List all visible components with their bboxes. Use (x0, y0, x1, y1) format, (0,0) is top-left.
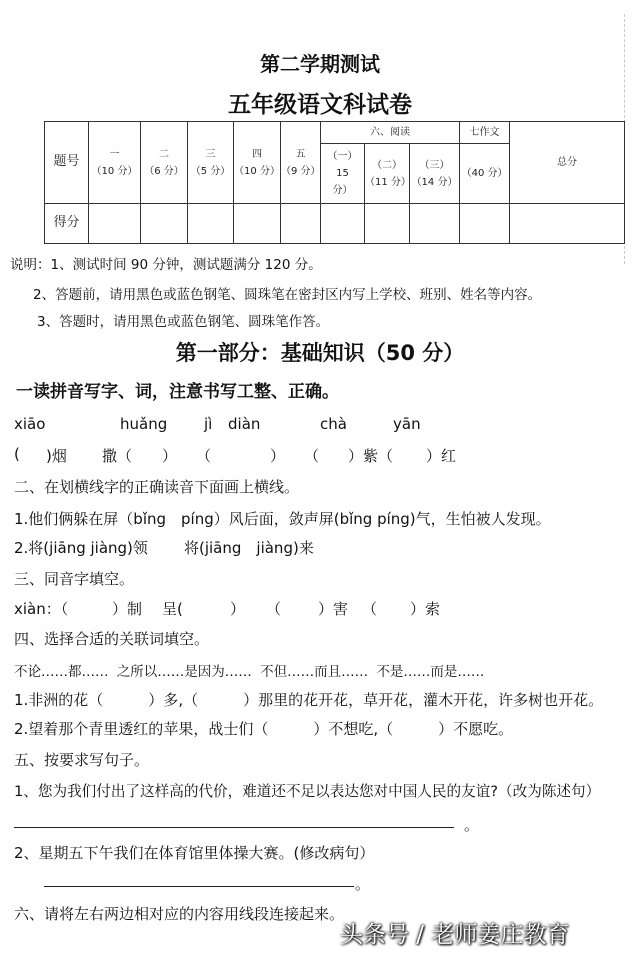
question-5-item: 2、星期五下午我们在体育馆里体操大赛。(修改病句） (14, 844, 375, 862)
instruction-note: 2、答题前，请用黑色或蓝色钢笔、圆珠笔在密封区内写上学校、班别、姓名等内容。 (33, 287, 542, 303)
homophone-word: ）害 (318, 600, 349, 618)
essay-header: 七作文 (460, 122, 510, 144)
answer-line[interactable] (44, 886, 354, 887)
pinyin-item: huǎng (120, 415, 168, 433)
col-reading-2: （二） （11 分） (365, 144, 410, 204)
question-3-heading: 三、同音字填空。 (14, 570, 135, 588)
answer-period: 。 (355, 875, 371, 893)
blank-word: )烟 (46, 447, 67, 465)
col-essay: （40 分） (460, 144, 510, 204)
instruction-note: 说明：1、测试时间 90 分钟，测试题满分 120 分。 (10, 257, 322, 273)
part-one-title: 第一部分：基础知识（50 分） (175, 341, 465, 365)
col-q1: 一 （10 分） (89, 122, 141, 204)
blank-word: ）红 (426, 447, 457, 465)
connective-options: 不论……都…… 之所以……是因为…… 不但……而且…… 不是……而是…… (14, 664, 485, 680)
total-header: 总分 (510, 122, 625, 204)
question-1-heading: 一读拼音写字、词，注意书写工整、正确。 (16, 382, 339, 402)
question-2-line: 2.将(jiāng jiàng)领 (14, 539, 148, 557)
question-6-heading: 六、请将左右两边相对应的内容用线段连接起来。 (14, 905, 345, 923)
score-cell[interactable] (460, 204, 510, 244)
question-4-heading: 四、选择合适的关联词填空。 (14, 630, 210, 648)
homophone-word: ）制 (112, 600, 143, 618)
question-5-item: 1、您为我们付出了这样高的代价，难道还不足以表达您对中国人民的友谊?（改为陈述句） (14, 783, 601, 800)
score-label-cell: 得分 (45, 204, 89, 244)
question-2-line: 1.他们俩躲在屏（bǐng píng）风后面，敛声屏(bǐng píng)气，生怕被人发现。 (14, 510, 551, 528)
question-5-heading: 五、按要求写句子。 (14, 751, 150, 769)
blank-word: 撒（ (102, 447, 133, 465)
homophone-word: ）索 (410, 600, 441, 618)
pinyin-item: chà (320, 415, 347, 433)
score-table (44, 121, 625, 244)
score-cell[interactable] (89, 204, 141, 244)
homophone-open: （ (266, 600, 282, 618)
homophone-open: （ (362, 600, 378, 618)
homophone-word: 呈( (162, 600, 183, 618)
blank-open: ( (14, 445, 20, 463)
score-cell[interactable] (281, 204, 321, 244)
col-q3: 三 （5 分） (188, 122, 234, 204)
header-label-cell: 题号 (45, 122, 89, 204)
question-2-line: 将(jiāng jiàng)来 (184, 539, 314, 557)
pinyin-item: diàn (228, 415, 261, 433)
col-reading-1: （一） 15 分） (321, 144, 365, 204)
blank-word: ）紫（ (348, 447, 394, 465)
score-cell[interactable] (234, 204, 281, 244)
blank-open: （ (196, 447, 212, 465)
reading-group-header: 六、阅读 (321, 122, 460, 144)
col-q4: 四 （10 分） (234, 122, 281, 204)
blank-open: （ (304, 447, 320, 465)
score-cell[interactable] (365, 204, 410, 244)
instruction-note: 3、答题时，请用黑色或蓝色钢笔、圆珠笔作答。 (37, 314, 330, 330)
question-4-line: 2.望着那个青里透红的苹果，战士们（ ）不想吃,（ ）不愿吃。 (14, 720, 514, 738)
score-cell[interactable] (510, 204, 625, 244)
score-cell[interactable] (141, 204, 188, 244)
blank-close: ） (270, 447, 286, 465)
homophone-close: ） (230, 600, 246, 618)
pinyin-item: xiāo (14, 415, 46, 433)
score-cell[interactable] (188, 204, 234, 244)
exam-paper-title: 五年级语文科试卷 (228, 92, 412, 118)
answer-period: 。 (464, 816, 480, 834)
pinyin-item: jì (204, 415, 213, 433)
question-2-heading: 二、在划横线字的正确读音下面画上横线。 (14, 478, 300, 496)
blank-close: ） (162, 447, 178, 465)
col-q5: 五 （9 分） (281, 122, 321, 204)
exam-term-title: 第二学期测试 (260, 52, 380, 76)
score-cell[interactable] (410, 204, 460, 244)
pinyin-item: yān (393, 415, 421, 433)
score-cell[interactable] (321, 204, 365, 244)
watermark-text: 头条号 / 老师姜庄教育 (340, 922, 570, 948)
col-q2: 二 （6 分） (141, 122, 188, 204)
homophone-label: xiàn：（ (14, 600, 69, 618)
answer-line[interactable] (14, 827, 454, 828)
question-4-line: 1.非洲的花（ ）多,（ ）那里的花开花，草开花，灌木开花，许多树也开花。 (14, 691, 604, 709)
col-reading-3: （三） （14 分） (410, 144, 460, 204)
